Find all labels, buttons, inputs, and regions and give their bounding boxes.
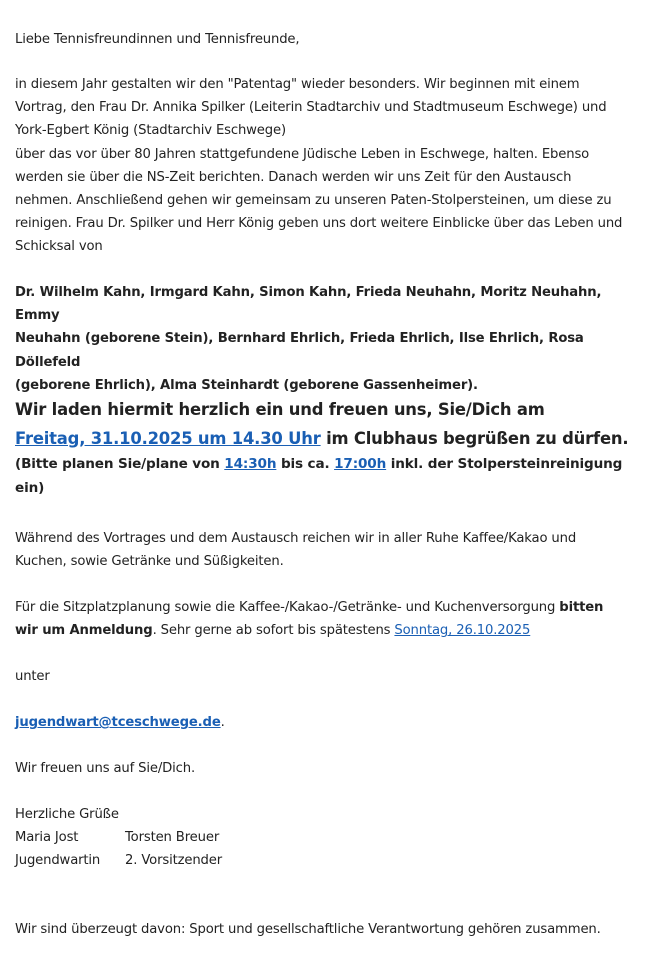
greeting: Liebe Tennisfreundinnen und Tennisfreunde,	[15, 32, 300, 47]
names-line: Neuhahn (geborene Stein), Bernhard Ehrlich, Frieda Ehrlich, Ilse Ehrlich, Rosa Döllefeld	[15, 331, 584, 370]
planning-text: bis ca.	[276, 456, 335, 472]
invitation-heading-line: Wir laden hiermit herzlich ein und freuen uns, Sie/Dich am	[15, 400, 545, 419]
planning-text: inkl. der Stolpersteinreinigung	[386, 456, 623, 472]
names-line: Dr. Wilhelm Kahn, Irmgard Kahn, Simon Kahn, Frieda Neuhahn, Moritz Neuhahn, Emmy	[15, 285, 602, 324]
invitation-block	[15, 396, 637, 500]
planning-note	[15, 453, 637, 477]
signer-role: Jugendwartin	[15, 853, 101, 868]
regards: Herzliche Grüße	[15, 807, 119, 822]
email-suffix: .	[220, 715, 225, 730]
motto: Wir sind überzeugt davon: Sport und gesellschaftliche Verantwortung gehören zusammen.	[15, 922, 601, 937]
intro-paragraph	[15, 73, 637, 259]
event-date-link[interactable]: Freitag, 31.10.2025 um 14.30 Uhr	[15, 428, 321, 448]
refreshments-line: Kuchen, sowie Getränke und Süßigkeiten.	[15, 554, 284, 570]
registration-line	[15, 619, 637, 642]
registration-line	[15, 596, 637, 619]
refreshments-paragraph	[15, 527, 637, 573]
refreshments-line: Während des Vortrages und dem Austausch reichen wir in aller Ruhe Kaffee/Kakao und	[15, 531, 577, 546]
intro-line: werden sie über die NS-Zeit berichten. Danach werden wir uns Zeit für den Austausch	[15, 169, 572, 185]
intro-line: Vortrag, den Frau Dr. Annika Spilker (Leiterin Stadtarchiv und Stadtmuseum Eschwege) und	[15, 100, 607, 116]
signature-roles-row	[15, 849, 315, 872]
unter-label: unter	[15, 669, 50, 684]
planning-note-end: ein)	[15, 479, 45, 496]
signer-name: Maria Jost	[15, 830, 79, 845]
planning-text: (Bitte planen Sie/plane von	[15, 456, 225, 472]
closing-line: Wir freuen uns auf Sie/Dich.	[15, 761, 195, 776]
names-line: (geborene Ehrlich), Alma Steinhardt (geborene Gassenheimer).	[15, 377, 478, 393]
registration-text: . Sehr gerne ab sofort bis spätestens	[152, 623, 395, 639]
intro-line: York-Egbert König (Stadtarchiv Eschwege)	[15, 123, 286, 139]
registration-emphasis: wir um Anmeldung	[15, 623, 153, 639]
signer-role: 2. Vorsitzender	[125, 853, 223, 868]
invitation-heading-rest: im Clubhaus begrüßen zu dürfen.	[320, 428, 629, 448]
names-paragraph	[15, 281, 637, 397]
email-link[interactable]: jugendwart@tceschwege.de	[15, 715, 221, 730]
registration-emphasis: bitten	[559, 600, 604, 615]
intro-line: Schicksal von	[15, 239, 103, 255]
email-line	[15, 711, 637, 734]
intro-line: nehmen. Anschließend gehen wir gemeinsam zu unseren Paten-Stolpersteinen, um diese zu	[15, 193, 612, 209]
intro-line: in diesem Jahr gestalten wir den "Patentag" wieder besonders. Wir beginnen mit einem	[15, 77, 580, 92]
deadline-date-link[interactable]: Sonntag, 26.10.2025	[394, 623, 531, 639]
signer-name: Torsten Breuer	[125, 830, 220, 845]
registration-text: Für die Sitzplatzplanung sowie die Kaffee-/Kakao-/Getränke- und Kuchenversorgung	[15, 600, 560, 615]
start-time-link[interactable]: 14:30h	[224, 456, 277, 472]
end-time-link[interactable]: 17:00h	[334, 456, 387, 472]
invitation-heading-line	[15, 425, 637, 454]
signature-names-row	[15, 826, 315, 849]
intro-line: über das vor über 80 Jahren stattgefundene Jüdische Leben in Eschwege, halten. Ebenso	[15, 146, 590, 162]
registration-paragraph	[15, 596, 637, 642]
intro-line: reinigen. Frau Dr. Spilker und Herr König geben uns dort weitere Einblicke über das Leben und	[15, 216, 623, 232]
